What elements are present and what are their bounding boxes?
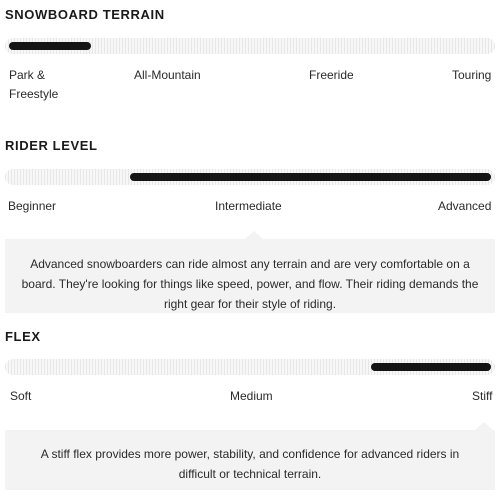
terrain-label-touring: Touring xyxy=(452,68,492,82)
flex-label-medium: Medium xyxy=(230,389,273,403)
rider-level-heading: RIDER LEVEL xyxy=(5,138,98,153)
rider-level-label-intermediate: Intermediate xyxy=(215,199,282,213)
flex-scale-track xyxy=(5,359,495,375)
terrain-scale-track xyxy=(5,38,495,54)
rider-level-description: Advanced snowboarders can ride almost any terrain and are very comfortable on a board. They're looking for things like speed, power, and flow. Their riding demands the right gear for their style of riding. xyxy=(5,239,495,313)
rider-level-label-advanced: Advanced xyxy=(438,199,492,213)
terrain-label-freeride: Freeride xyxy=(309,68,354,82)
rider-level-scale-fill xyxy=(130,173,492,181)
flex-label-stiff: Stiff xyxy=(472,389,493,403)
terrain-heading: SNOWBOARD TERRAIN xyxy=(5,7,165,22)
terrain-label-all-mountain: All-Mountain xyxy=(134,68,201,82)
rider-level-label-beginner: Beginner xyxy=(8,199,57,213)
flex-scale-fill xyxy=(371,363,492,371)
terrain-label-park-freestyle: Park & Freestyle xyxy=(9,68,59,101)
terrain-scale-fill xyxy=(9,42,91,50)
flex-label-soft: Soft xyxy=(10,389,32,403)
rider-level-scale-track xyxy=(5,169,495,185)
flex-heading: FLEX xyxy=(5,329,41,344)
flex-description: A stiff flex provides more power, stability, and confidence for advanced riders in difficult or technical terrain. xyxy=(5,430,495,490)
